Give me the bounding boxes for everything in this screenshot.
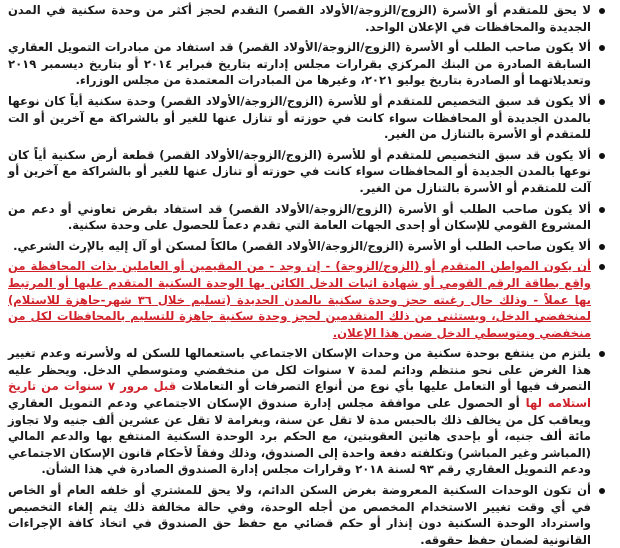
condition-text: ألا يكون صاحب الطلب أو الأسرة (الزوج/الزوجة/الأولاد القصر) قد استفاد بقرض تعاوني أو دعم من المشروع القومي للإسكان أو إحدى الجهات العامة التي تقدم دعماً للحصول على وحدة سكنية. — [8, 201, 591, 233]
bullet-icon — [599, 8, 605, 14]
condition-text: أن تكون الوحدات السكنية المعروضة بغرض السكن الدائم، ولا يحق للمشتري أو خلفه العام أو الخاص في أي وقت تغيير الاستخدام المخصص من أجله الوحدة، وفي حالة مخالفة ذلك يتم إلغاء التخصيص واسترداد الوحدة السكنية دون إنذار أو حكم قضائي مع حفظ حق الصندوق في اتخاذ كافة الإجراءات القانونية لضمان حفظ حقوقه. — [8, 483, 591, 547]
bullet-icon — [599, 244, 605, 250]
condition-item — [8, 93, 606, 143]
condition-text: ألا يكون قد سبق التخصيص للمتقدم أو للأسرة (الزوج/الزوجة/الأولاد القصر) قطعة أرض سكنية أياً كان نوعها بالمدن الجديدة أو المحافظات سواء كانت في حوزته أو تنازل عنها للغير أو بالشراكة مع آخرين أو آلت للمتقدم أو الأسرة بالتنازل من الغير. — [8, 147, 591, 195]
bullet-icon — [599, 351, 605, 357]
condition-item — [8, 2, 606, 35]
condition-text: ألا يكون صاحب الطلب أو الأسرة (الزوج/الزوجة/الأولاد القصر) قد استفاد من مبادرات التمويل العقاري السابقة الصادرة من البنك المركزي بقرارات مجلس إدارته بتاريخ فبراير ٢٠١٤ أو بتاريخ ديسمبر ٢٠١٩ وتعديلاتهما أو الصادرة بتاريخ يوليو ٢٠٢١، وغيرها من المبادرات المعتمدة من مجلس الوزراء. — [8, 40, 591, 88]
condition-item — [8, 482, 606, 548]
bullet-icon — [599, 153, 605, 159]
bullet-icon — [599, 207, 605, 213]
condition-text: لا يحق للمتقدم أو الأسرة (الزوج/الزوجة/الأولاد القصر) التقدم لحجز أكثر من وحدة سكنية في المدن الجديدة والمحافظات في الإعلان الواحد. — [8, 3, 591, 34]
condition-text: أن يكون المواطن المتقدم أو (الزوج/الزوجة) - إن وجد - من المقيمين أو العاملين بذات المحافظة من واقع بطاقة الرقم القومي أو شهادة اثبات الدخل الكائن بها الوحدة السكنية المتقدم عليها أو المرتبط بها عملاً - وذلك حال رغبته حجز وحدة سكنية بالمدن الجديدة (تسليم خلال ٣٦ شهر-جاهزة للاستلام) لمنخفضي الدخل، ويستثنى من ذلك المتقدمين لحجز وحدة سكنية جاهزة للتسليم بالمحافظات لكل من منخفضي ومتوسطي الدخل ضمن هذا الإعلان. — [8, 259, 591, 340]
condition-text: يلتزم من ينتفع بوحدة سكنية من وحدات الإسكان الاجتماعي باستعمالها للسكن له ولأسرته وعدم تغيير هذا الغرض على نحو منتظم ودائم لمدة ٧ سنوات لكل من منخفضي ومتوسطي الدخل. ويحظر عليه التصرف فيها أو التعامل عليها بأي نوع من أنواع التصرفات أو التعاملات — [8, 346, 592, 394]
condition-item — [8, 258, 606, 341]
condition-item — [8, 238, 606, 255]
condition-item — [8, 201, 606, 234]
conditions-list — [8, 2, 606, 548]
condition-text: ألا يكون صاحب الطلب أو الأسرة (الزوج/الزوجة/الأولاد القصر) مالكاً لمسكن أو آل إليه بالإرث الشرعي. — [13, 238, 591, 253]
bullet-icon — [599, 488, 605, 494]
condition-text: قبل مرور ٧ سنوات من تاريخ استلامه لها — [8, 379, 591, 411]
condition-item — [8, 39, 606, 89]
condition-text: ألا يكون قد سبق التخصيص للمتقدم أو للأسرة (الزوج/الزوجة/الأولاد القصر) وحدة سكنية أياً كان نوعها بالمدن الجديدة أو المحافظات سواء كانت في حوزته أو تنازل عنها للغير أو بالشراكة مع آخرين أو الت للمتقدم أو الأسرة بالتنازل من الغير. — [8, 93, 591, 142]
condition-item — [8, 147, 606, 197]
bullet-icon — [599, 264, 605, 270]
condition-item — [8, 345, 606, 478]
bullet-icon — [599, 99, 605, 105]
condition-text: أو الحصول على موافقة مجلس إدارة صندوق الإسكان الاجتماعي ودعم التمويل العقاري ويعاقب كل من يخالف ذلك بالحبس مدة لا تقل عن سنة، وبغرامة لا تقل عن عشرين ألف جنيه ولا تجاوز مائة ألف جنيه، أو بإحدى هاتين العقوبتين، مع الحكم برد الوحدة السكنية المنتفع بها والدعم المالي (المباشر وغير المباشر) وتكلفته دفعة واحدة إلى الصندوق، وذلك وفقاً لأحكام قانون الإسكان الاجتماعي ودعم التمويل العقاري رقم ٩٣ لسنة ٢٠١٨ وقرارات مجلس إدارة الصندوق الصادرة في هذا الشأن. — [8, 396, 591, 477]
bullet-icon — [599, 45, 605, 51]
